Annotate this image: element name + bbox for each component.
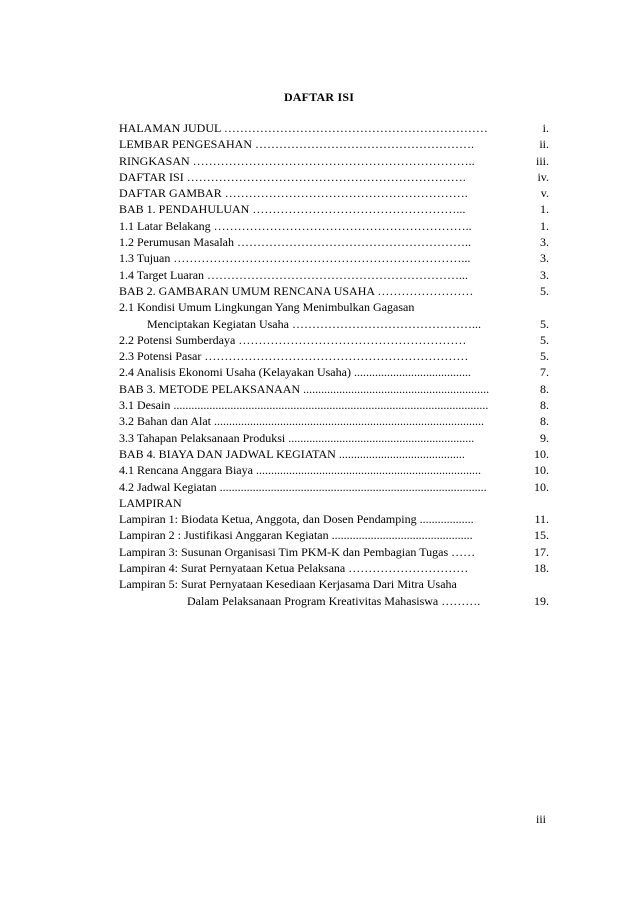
toc-entry-text: BAB 3. METODE PELAKSANAAN .............................................................. [119, 381, 490, 396]
toc-entry [119, 136, 549, 152]
toc-entry-text: Lampiran 1: Biodata Ketua, Anggota, dan Dosen Pendamping .................. [119, 512, 474, 527]
toc-entry [119, 560, 549, 576]
toc-entry [119, 527, 549, 543]
toc-entry [119, 120, 549, 136]
toc-entry-text: 1.4 Target Luaran ………………………………………………………... [119, 267, 469, 282]
toc-entry-page: 8. [540, 381, 549, 396]
toc-entry-text: RINGKASAN …………………………………………………………….. [119, 153, 475, 168]
toc-entry-text: LAMPIRAN [119, 495, 182, 510]
toc-entry-page: 19. [534, 593, 549, 608]
toc-entry [119, 299, 549, 315]
toc-entry-page: iv. [537, 169, 549, 184]
toc-entry-text: DAFTAR GAMBAR ……………………………………………………. [119, 186, 468, 201]
toc-entry [119, 364, 549, 380]
toc-entry-page: iii. [535, 153, 549, 168]
toc-entry [119, 462, 549, 478]
table-of-contents [119, 120, 549, 609]
toc-entry [119, 430, 549, 446]
toc-entry [119, 381, 549, 397]
toc-entry-text: Lampiran 2 : Justifikasi Anggaran Kegiatan ............................................... [119, 528, 473, 543]
toc-entry [119, 348, 549, 364]
toc-entry [119, 201, 549, 217]
toc-entry-text: LEMBAR PENGESAHAN ………………………………………………. [119, 137, 475, 152]
toc-entry-text: 1.3 Tujuan ………………………………………………………………... [119, 251, 471, 266]
toc-entry-page: 1. [540, 202, 549, 217]
toc-entry [119, 495, 549, 511]
toc-entry-text: 2.4 Analisis Ekonomi Usaha (Kelayakan Usaha) ....................................... [119, 365, 471, 380]
page-number: iii [535, 812, 546, 826]
toc-entry [119, 234, 549, 250]
toc-entry-text: 3.3 Tahapan Pelaksanaan Produksi .............................................................. [119, 430, 475, 445]
toc-entry-text: HALAMAN JUDUL ………………………………………………………… [119, 121, 488, 135]
toc-entry-text: Lampiran 5: Surat Pernyataan Kesediaan Kerjasama Dari Mitra Usaha [119, 577, 457, 592]
toc-entry-text: Dalam Pelaksanaan Program Kreativitas Mahasiswa ………. [187, 593, 481, 608]
toc-entry [119, 397, 549, 413]
toc-entry-page: 8. [540, 398, 549, 413]
page-title: DAFTAR ISI [283, 90, 355, 104]
toc-entry-page: 10. [534, 479, 549, 494]
toc-entry-text: DAFTAR ISI ……………………………………………………………. [119, 169, 466, 184]
toc-entry-text: 1.1 Latar Belakang ……………………………………………………….. [119, 218, 472, 233]
toc-entry [119, 332, 549, 348]
toc-entry [119, 511, 549, 527]
toc-entry [119, 218, 549, 234]
toc-entry-text: 4.1 Rencana Anggara Biaya ........................................................................... [119, 463, 481, 478]
toc-entry-page: 7. [540, 365, 549, 380]
toc-entry-text: 4.2 Jadwal Kegiatan ......................................................................................... [119, 479, 487, 494]
toc-entry [119, 479, 549, 495]
toc-entry-page: i. [542, 121, 549, 135]
toc-entry [119, 544, 549, 560]
toc-entry-text: Lampiran 3: Susunan Organisasi Tim PKM-K dan Pembagian Tugas …… [119, 544, 476, 559]
toc-entry-text: Lampiran 4: Surat Pernyataan Ketua Pelaksana ………………………… [119, 561, 469, 576]
toc-entry-page: 9. [540, 430, 549, 445]
toc-entry [119, 446, 549, 462]
toc-entry-page: 5. [540, 283, 549, 298]
toc-entry-text: BAB 2. GAMBARAN UMUM RENCANA USAHA …………………… [119, 283, 474, 298]
toc-entry [119, 283, 549, 299]
toc-entry [119, 576, 549, 592]
toc-entry-page: 17. [534, 544, 549, 559]
toc-entry-page: 11. [534, 512, 549, 527]
toc-entry-text: Menciptakan Kegiatan Usaha ………………………………………... [147, 316, 481, 331]
toc-entry-page: ii. [539, 137, 549, 152]
toc-entry-page: 1. [540, 218, 549, 233]
toc-entry-page: 15. [534, 528, 549, 543]
toc-entry-page: v. [540, 186, 549, 201]
toc-entry-page: 8. [540, 414, 549, 429]
toc-entry-page: 18. [534, 561, 549, 576]
toc-entry-page: 3. [540, 235, 549, 250]
toc-entry-text: 3.1 Desain ......................................................................................................... [119, 398, 489, 413]
toc-entry [119, 250, 549, 266]
toc-entry-text: 1.2 Perumusan Masalah ………………………………………………….. [119, 235, 471, 250]
toc-entry [119, 185, 549, 201]
toc-entry [119, 413, 549, 429]
toc-entry-page: 10. [534, 463, 549, 478]
toc-entry-page: 5. [540, 316, 549, 331]
toc-entry [119, 316, 549, 332]
toc-entry-text: 2.1 Kondisi Umum Lingkungan Yang Menimbulkan Gagasan [119, 300, 415, 315]
toc-entry-text: 2.3 Potensi Pasar ………………………………………………………… [119, 349, 469, 364]
toc-entry-text: BAB 1. PENDAHULUAN ……………………………………………... [119, 202, 466, 217]
toc-entry-text: BAB 4. BIAYA DAN JADWAL KEGIATAN .......................................... [119, 446, 465, 461]
toc-entry-page: 3. [540, 267, 549, 282]
toc-entry [119, 153, 549, 169]
toc-entry-page: 5. [540, 332, 549, 347]
toc-entry [119, 593, 549, 609]
toc-entry-text: 3.2 Bahan dan Alat .......................................................................................... [119, 414, 484, 429]
toc-entry [119, 267, 549, 283]
toc-entry-page: 3. [540, 251, 549, 266]
toc-entry-text: 2.2 Potensi Sumberdaya ………………………………………………… [119, 332, 467, 347]
toc-entry-page: 10. [534, 446, 549, 461]
toc-entry-page: 5. [540, 349, 549, 364]
toc-entry [119, 169, 549, 185]
